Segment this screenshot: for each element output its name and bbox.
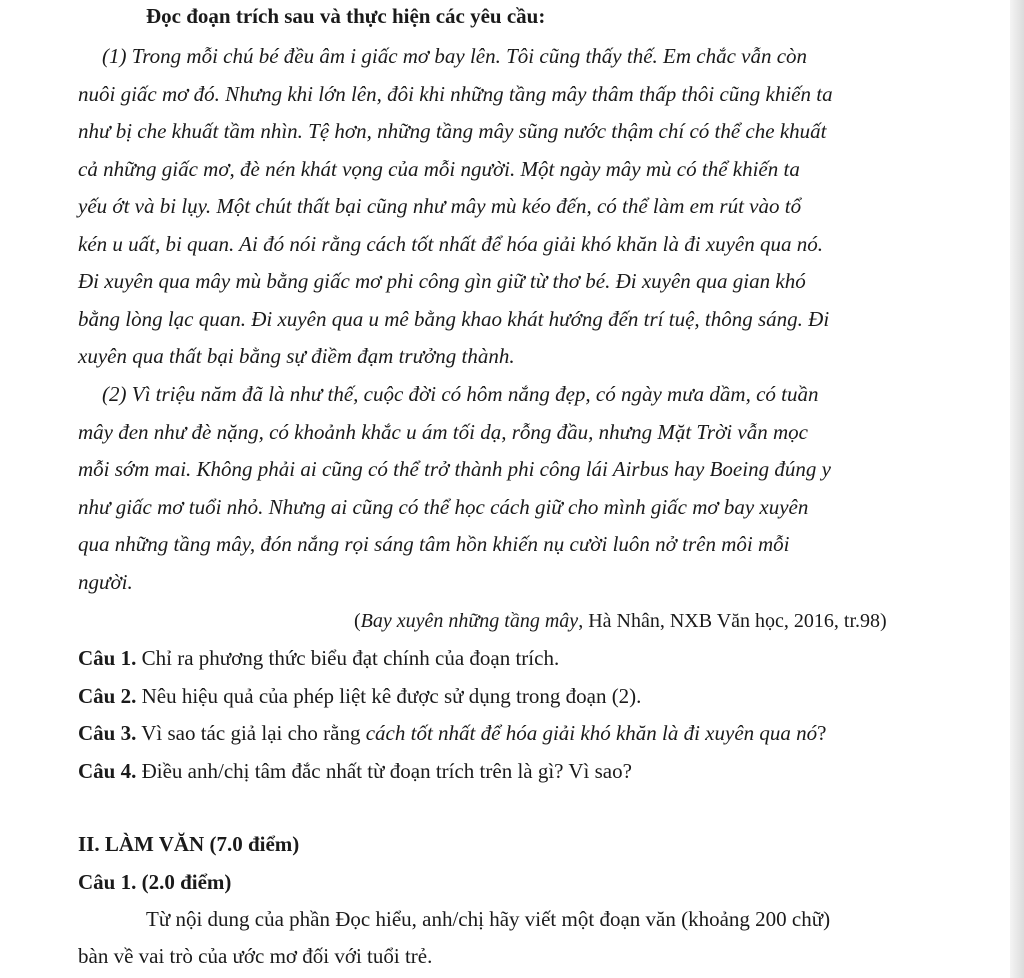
- passage-p1-line-7: Đi xuyên qua mây mù bằng giấc mơ phi công gìn giữ từ thơ bé. Đi xuyên qua gian khó: [78, 269, 806, 293]
- question-2-label: Câu 2.: [78, 684, 137, 708]
- question-1-text: Chỉ ra phương thức biểu đạt chính của đoạn trích.: [136, 646, 560, 670]
- question-2: [78, 684, 641, 709]
- question-3-label: Câu 3.: [78, 721, 137, 745]
- citation-details: , Hà Nhân, NXB Văn học, 2016, tr.98): [578, 610, 887, 632]
- question-4-label: Câu 4.: [78, 759, 137, 783]
- question-3-text: Vì sao tác giả lại cho rằng: [136, 721, 366, 745]
- passage-p1-line-6: kén u uất, bi quan. Ai đó nói rằng cách tốt nhất để hóa giải khó khăn là đi xuyên qua nó.: [78, 232, 824, 256]
- question-3: [78, 721, 826, 746]
- passage-p1-line-8: bằng lòng lạc quan. Đi xuyên qua u mê bằng khao khát hướng đến trí tuệ, thông sáng. Đi: [78, 307, 830, 331]
- question-4-text: Điều anh/chị tâm đắc nhất từ đoạn trích trên là gì? Vì sao?: [136, 759, 632, 783]
- passage-p1-line-1: (1) Trong mỗi chú bé đều âm i giấc mơ bay lên. Tôi cũng thấy thế. Em chắc vẫn còn: [102, 44, 808, 68]
- question-2-text: Nêu hiệu quả của phép liệt kê được sử dụng trong đoạn (2).: [136, 684, 642, 708]
- passage-p2-line-5: qua những tầng mây, đón nắng rọi sáng tâm hồn khiến nụ cười luôn nở trên môi mỗi: [78, 532, 790, 556]
- instruction-heading: Đọc đoạn trích sau và thực hiện các yêu cầu:: [146, 4, 546, 28]
- section-2-question-1-line-2: bàn về vai trò của ước mơ đối với tuổi trẻ.: [78, 944, 433, 968]
- section-2-question-1-line-1: Từ nội dung của phần Đọc hiểu, anh/chị hãy viết một đoạn văn (khoảng 200 chữ): [146, 907, 831, 931]
- section-2-heading: II. LÀM VĂN (7.0 điểm): [78, 832, 300, 856]
- passage-p1-line-4: cả những giấc mơ, đè nén khát vọng của mỗi người. Một ngày mây mù có thể khiến ta: [78, 157, 800, 181]
- question-4: [78, 759, 632, 784]
- citation-work-title: Bay xuyên những tầng mây: [360, 610, 579, 632]
- question-1-label: Câu 1.: [78, 646, 137, 670]
- passage-p2-line-4: như giấc mơ tuổi nhỏ. Nhưng ai cũng có thể học cách giữ cho mình giấc mơ bay xuyên: [78, 495, 809, 519]
- question-3-end: ?: [817, 721, 827, 745]
- page-edge-shadow: [1010, 0, 1024, 978]
- passage-p1-line-2: nuôi giấc mơ đó. Nhưng khi lớn lên, đôi khi những tầng mây thâm thấp thôi cũng khiến ta: [78, 82, 833, 106]
- passage-p2-line-3: mỗi sớm mai. Không phải ai cũng có thể trở thành phi công lái Airbus hay Boeing đúng y: [78, 457, 831, 481]
- passage-p2-line-6: người.: [78, 570, 133, 594]
- section-2-question-1-heading: Câu 1. (2.0 điểm): [78, 870, 232, 894]
- passage-p2-line-1: (2) Vì triệu năm đã là như thế, cuộc đời có hôm nắng đẹp, có ngày mưa dầm, có tuần: [102, 382, 819, 406]
- citation-open-paren: (: [354, 610, 361, 632]
- question-3-quote: cách tốt nhất để hóa giải khó khăn là đi xuyên qua nó: [365, 721, 818, 745]
- passage-p1-line-3: như bị che khuất tầm nhìn. Tệ hơn, những tầng mây sũng nước thậm chí có thể che khuất: [78, 119, 827, 143]
- passage-p1-line-9: xuyên qua thất bại bằng sự điềm đạm trưởng thành.: [78, 344, 515, 368]
- passage-p2-line-2: mây đen như đè nặng, có khoảnh khắc u ám tối dạ, rỗng đầu, nhưng Mặt Trời vẫn mọc: [78, 420, 808, 444]
- question-1: [78, 646, 559, 671]
- passage-p1-line-5: yếu ớt và bi lụy. Một chút thất bại cũng như mây mù kéo đến, có thể làm em rút vào tổ: [78, 194, 802, 218]
- source-citation: [354, 610, 887, 633]
